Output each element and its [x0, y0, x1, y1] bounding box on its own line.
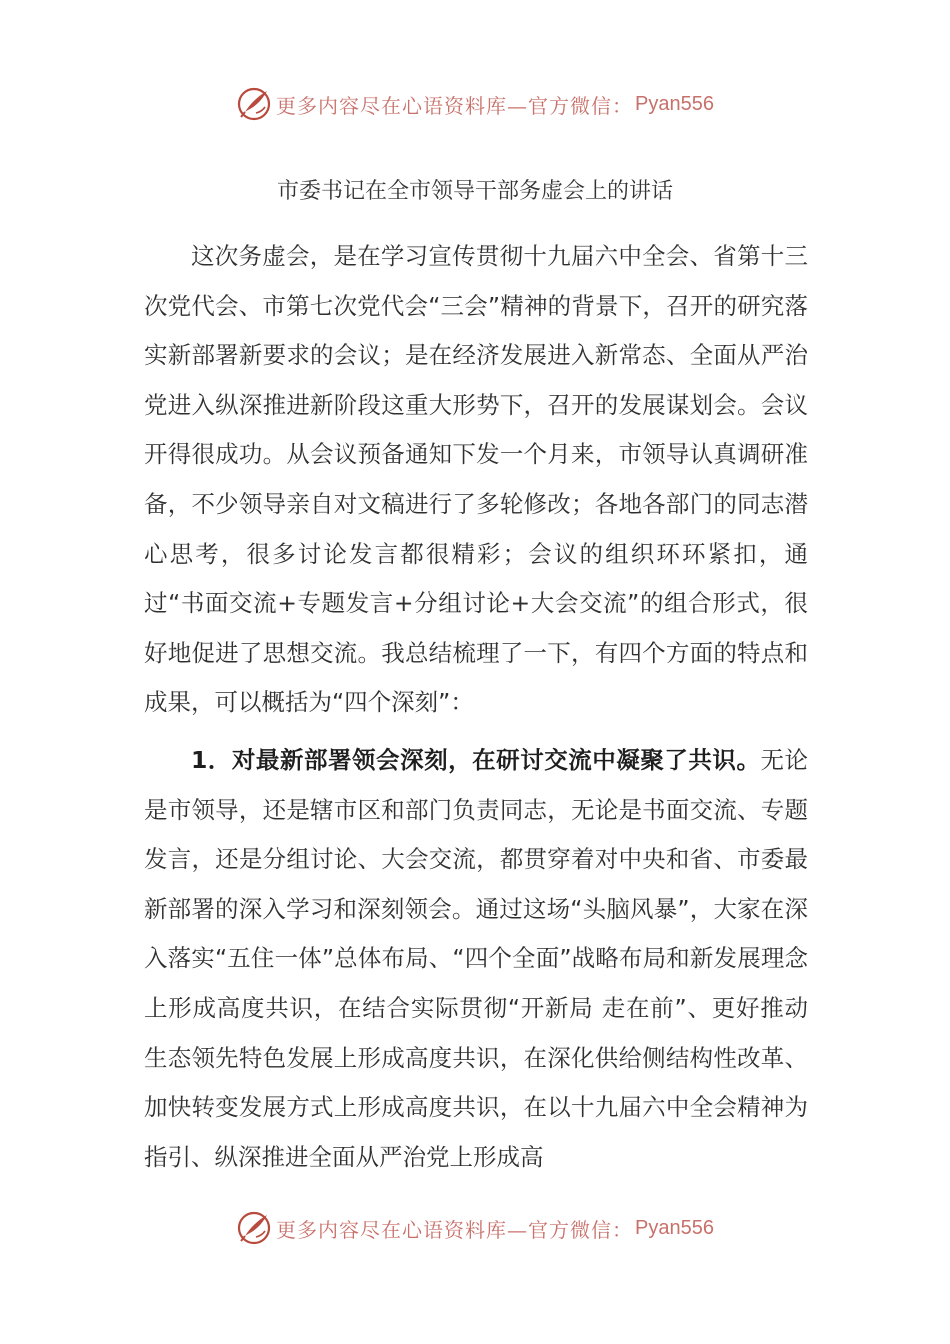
section-text: 无论是市领导，还是辖市区和部门负责同志，无论是书面交流、专题发言，还是分组讨论、大会交流，都贯穿着对中央和省、市委最新部署的深入学习和深刻领会。通过这场“头脑风暴”，大家在深入落实“五住一体”总体布局、“四个全面”战略布局和新发展理念上形成高度共识，在结合实际贯彻“开新局 走在前”、更好推动生态领先特色发展上形成高度共识，在深化供给侧结构性改革、加快转变发展方式上形成高度共识，在以十九届六中全会精神为指引、纵深推进全面从严治党上形成高 [144, 745, 808, 1171]
quill-logo-icon [236, 1210, 272, 1246]
banner-text: 更多内容尽在心语资料库—官方微信： [276, 93, 634, 118]
banner-text: 更多内容尽在心语资料库—官方微信： [276, 1217, 634, 1242]
section-heading: 1．对最新部署领会深刻，在研讨交流中凝聚了共识。 [191, 745, 761, 774]
document-body [144, 232, 808, 1182]
header-banner [0, 84, 950, 124]
paragraph-section-1 [144, 736, 808, 1182]
quill-logo-icon [236, 86, 272, 122]
banner-wechat-id: Pyan556 [635, 92, 714, 115]
footer-banner [0, 1208, 950, 1248]
paragraph-intro: 这次务虚会，是在学习宣传贯彻十九届六中全会、省第十三次党代会、市第七次党代会“三会”精神的背景下，召开的研究落实新部署新要求的会议；是在经济发展进入新常态、全面从严治党进入纵深推进新阶段这重大形势下，召开的发展谋划会。会议开得很成功。从会议预备通知下发一个月来，市领导认真调研准备，不少领导亲自对文稿进行了多轮修改；各地各部门的同志潜心思考，很多讨论发言都很精彩；会议的组织环环紧扣，通过“书面交流+专题发言+分组讨论+大会交流”的组合形式，很好地促进了思想交流。我总结梳理了一下，有四个方面的特点和成果，可以概括为“四个深刻”： [144, 242, 808, 717]
banner-wechat-id: Pyan556 [635, 1216, 714, 1239]
document-title: 市委书记在全市领导干部务虚会上的讲话 [276, 179, 673, 204]
